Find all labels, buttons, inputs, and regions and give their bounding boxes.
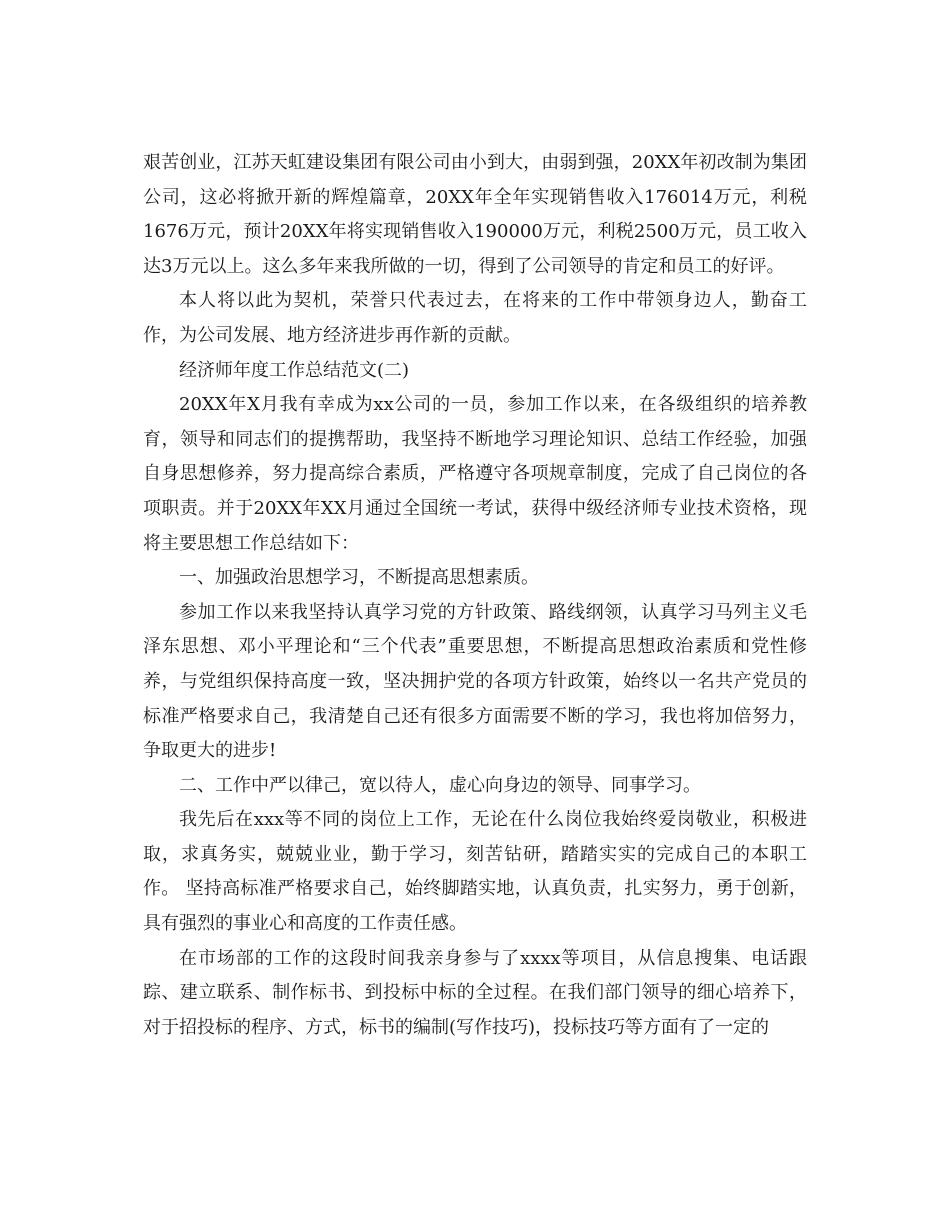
subheading-2: 二、工作中严以律己，宽以待人，虚心向身边的领导、同事学习。: [179, 774, 701, 796]
paragraph-1: 艰苦创业，江苏天虹建设集团有限公司由小到大，由弱到强，20XX年初改制为集团公司，这必将掀开新的辉煌篇章，20XX年全年实现销售收入176014万元，利税1676万元，预计20XX年将实现销售收入190000万元，利税2500万元，员工收入达3万元以上。这么多年来我所做的一切，得到了公司领导的肯定和员工的好评。: [143, 152, 807, 277]
paragraph-3: 20XX年X月我有幸成为xx公司的一员，参加工作以来，在各级组织的培养教育，领导和同志们的提携帮助，我坚持不断地学习理论知识、总结工作经验，加强自身思想修养，努力提高综合素质，严格遵守各项规章制度，完成了自己岗位的各项职责。并于20XX年XX月通过全国统一考试，获得中级经济师专业技术资格，现将主要思想工作总结如下：: [143, 394, 807, 554]
subheading-1: 一、加强政治思想学习，不断提高思想素质。: [179, 567, 539, 589]
section-heading-2: 经济师年度工作总结范文(二): [179, 359, 410, 381]
paragraph-5: 我先后在xxx等不同的岗位上工作，无论在什么岗位我始终爱岗敬业，积极进取，求真务实，兢兢业业，勤于学习，刻苦钻研，踏踏实实的完成自己的本职工作。 坚持高标准严格要求自己，始终脚踏实地，认真负责，扎实努力，勇于创新，具有强烈的事业心和高度的工作责任感。: [143, 809, 807, 935]
paragraph-6: 在市场部的工作的这段时间我亲身参与了xxxx等项目，从信息搜集、电话跟踪、建立联系、制作标书、到投标中标的全过程。在我们部门领导的细心培养下，对于招投标的程序、方式，标书的编制(写作技巧)，投标技巧等方面有了一定的: [143, 947, 807, 1038]
paragraph-4: 参加工作以来我坚持认真学习党的方针政策、路线纲领，认真学习马列主义毛泽东思想、邓小平理论和“三个代表”重要思想，不断提高思想政治素质和党性修养，与党组织保持高度一致，坚决拥护党的各项方针政策，始终以一名共产党员的标准严格要求自己，我清楚自己还有很多方面需要不断的学习，我也将加倍努力，争取更大的进步!: [143, 601, 807, 762]
document-body: [143, 146, 807, 1045]
paragraph-2: 本人将以此为契机，荣誉只代表过去，在将来的工作中带领身边人，勤奋工作，为公司发展、地方经济进步再作新的贡献。: [143, 290, 807, 346]
